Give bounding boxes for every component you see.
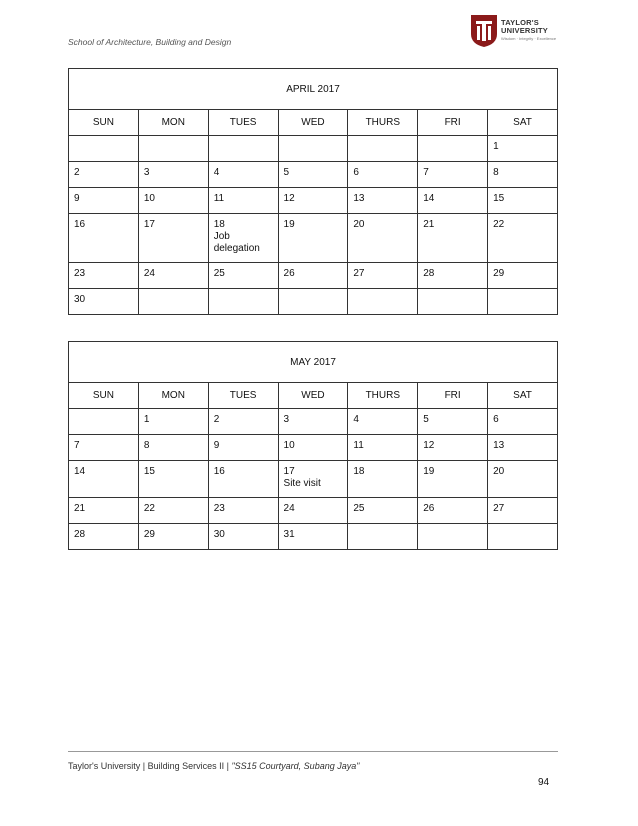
may-calendar-table (68, 341, 558, 550)
date-cell (278, 136, 348, 162)
date-cell: 29 (138, 524, 208, 550)
date-cell: 3 (278, 409, 348, 435)
date-cell: 4 (208, 162, 278, 188)
date-cell (418, 136, 488, 162)
day-header: WED (278, 383, 348, 409)
date-cell: 24 (278, 498, 348, 524)
day-header: TUES (208, 110, 278, 136)
date-cell: 30 (208, 524, 278, 550)
day-header: TUES (208, 383, 278, 409)
logo-name-line2: UNIVERSITY (501, 26, 549, 35)
footer-divider (68, 751, 558, 752)
may-week-row (69, 409, 558, 435)
date-cell: 6 (488, 409, 558, 435)
date-cell (69, 136, 139, 162)
date-cell: 4 (348, 409, 418, 435)
date-cell: 15 (138, 461, 208, 498)
event-note-site-visit: Site visit (283, 478, 321, 489)
day-header: THURS (348, 383, 418, 409)
footer-quote: "SS15 Courtyard, Subang Jaya" (231, 761, 360, 771)
university-logo (470, 14, 570, 50)
date-cell: 22 (138, 498, 208, 524)
day-header: MON (138, 383, 208, 409)
logo-shield-icon (470, 14, 498, 48)
date-cell: 8 (488, 162, 558, 188)
date-cell: 11 (348, 435, 418, 461)
date-number: 17 (283, 466, 295, 477)
may-title: MAY 2017 (69, 342, 558, 383)
date-cell: 20 (488, 461, 558, 498)
date-cell (418, 524, 488, 550)
page-number: 94 (538, 777, 550, 788)
day-header: FRI (418, 110, 488, 136)
may-week-row (69, 524, 558, 550)
date-cell: 17 (138, 214, 208, 263)
date-cell: 22 (488, 214, 558, 263)
date-cell: 2 (208, 409, 278, 435)
date-cell: 9 (208, 435, 278, 461)
date-cell (69, 409, 139, 435)
date-cell (348, 136, 418, 162)
date-cell: 1 (138, 409, 208, 435)
day-header: MON (138, 110, 208, 136)
may-week-row (69, 435, 558, 461)
date-cell: 31 (278, 524, 348, 550)
date-cell: 25 (208, 263, 278, 289)
footer-prefix: Taylor's University | Building Services II | (68, 761, 232, 771)
april-week-row (69, 214, 558, 263)
date-cell (348, 524, 418, 550)
date-cell (488, 524, 558, 550)
date-cell: 24 (138, 263, 208, 289)
date-cell-with-event (208, 214, 278, 263)
date-cell (138, 289, 208, 315)
date-cell: 21 (418, 214, 488, 263)
header-school-name: School of Architecture, Building and Design (68, 37, 232, 47)
april-week-row (69, 289, 558, 315)
day-header: WED (278, 110, 348, 136)
date-cell: 12 (278, 188, 348, 214)
date-cell (208, 289, 278, 315)
day-header: SUN (69, 110, 139, 136)
date-cell: 29 (488, 263, 558, 289)
day-header: THURS (348, 110, 418, 136)
april-week-row (69, 162, 558, 188)
date-cell: 8 (138, 435, 208, 461)
day-header: SAT (488, 110, 558, 136)
date-cell (418, 289, 488, 315)
logo-name-line1: TAYLOR'S (501, 18, 539, 27)
footer-text (68, 761, 359, 771)
day-header: FRI (418, 383, 488, 409)
date-cell: 12 (418, 435, 488, 461)
date-cell: 14 (69, 461, 139, 498)
date-cell: 15 (488, 188, 558, 214)
day-header: SUN (69, 383, 139, 409)
april-week-row (69, 263, 558, 289)
date-cell: 16 (208, 461, 278, 498)
date-cell: 14 (418, 188, 488, 214)
day-header: SAT (488, 383, 558, 409)
may-weekday-row (69, 383, 558, 409)
date-cell: 2 (69, 162, 139, 188)
date-cell: 1 (488, 136, 558, 162)
date-cell: 10 (138, 188, 208, 214)
date-cell-with-event (278, 461, 348, 498)
date-number: 18 (213, 219, 225, 230)
april-title: APRIL 2017 (69, 69, 558, 110)
date-cell: 10 (278, 435, 348, 461)
date-cell: 7 (69, 435, 139, 461)
april-calendar-table (68, 68, 558, 315)
date-cell: 9 (69, 188, 139, 214)
date-cell: 26 (418, 498, 488, 524)
date-cell: 13 (348, 188, 418, 214)
date-cell: 16 (69, 214, 139, 263)
date-cell: 21 (69, 498, 139, 524)
date-cell (208, 136, 278, 162)
date-cell: 27 (488, 498, 558, 524)
date-cell: 30 (69, 289, 139, 315)
date-cell: 23 (69, 263, 139, 289)
date-cell: 18 (348, 461, 418, 498)
date-cell: 27 (348, 263, 418, 289)
date-cell: 13 (488, 435, 558, 461)
date-cell (488, 289, 558, 315)
date-cell: 6 (348, 162, 418, 188)
date-cell (348, 289, 418, 315)
date-cell: 19 (418, 461, 488, 498)
date-cell: 3 (138, 162, 208, 188)
date-cell: 28 (418, 263, 488, 289)
logo-tagline: Wisdom · Integrity · Excellence (501, 36, 557, 41)
april-week-row (69, 136, 558, 162)
date-cell (278, 289, 348, 315)
date-cell: 5 (278, 162, 348, 188)
event-note-job-delegation: Job delegation (213, 231, 260, 254)
may-week-row (69, 498, 558, 524)
date-cell: 7 (418, 162, 488, 188)
may-week-row (69, 461, 558, 498)
date-cell: 19 (278, 214, 348, 263)
date-cell: 28 (69, 524, 139, 550)
date-cell: 11 (208, 188, 278, 214)
april-weekday-row (69, 110, 558, 136)
date-cell: 25 (348, 498, 418, 524)
date-cell: 20 (348, 214, 418, 263)
april-week-row (69, 188, 558, 214)
date-cell (138, 136, 208, 162)
date-cell: 23 (208, 498, 278, 524)
date-cell: 26 (278, 263, 348, 289)
date-cell: 5 (418, 409, 488, 435)
